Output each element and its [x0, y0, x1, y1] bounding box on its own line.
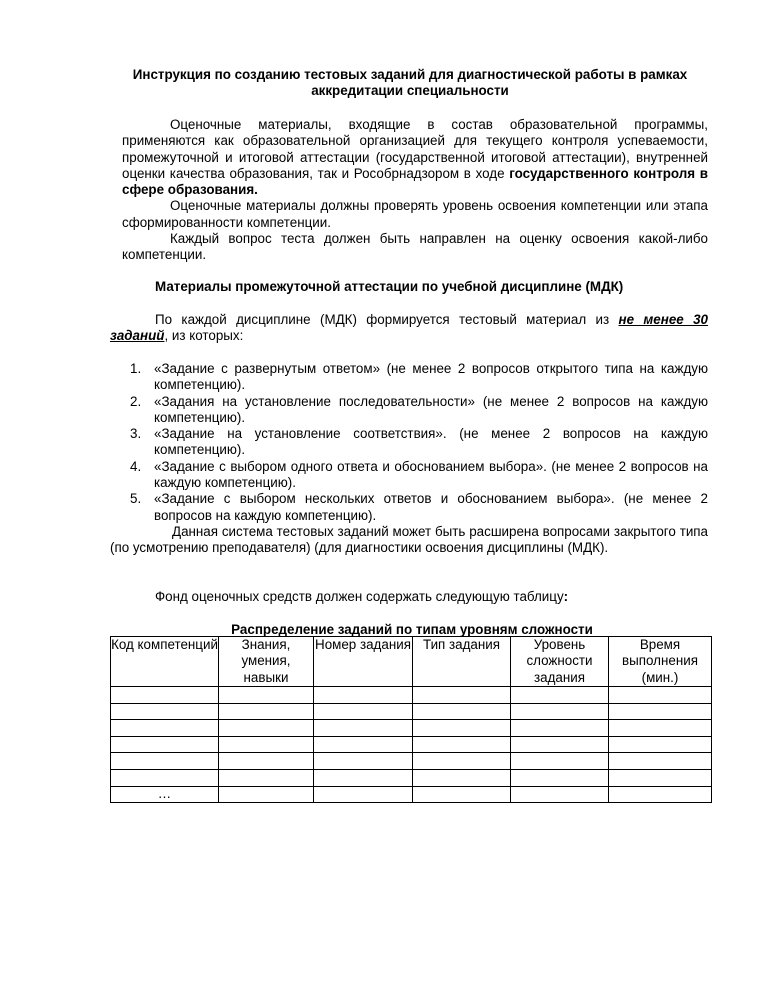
header-cell-competence-code: Код компетенций	[111, 637, 219, 687]
table-cell	[219, 736, 314, 753]
list-item	[130, 394, 708, 427]
fund-paragraph-text: Фонд оценочных средств должен содержать следующую таблицу	[155, 589, 564, 604]
intro-paragraph-1-text: Оценочные материалы, входящие в состав образовательной программы, применяются как образовательной организацией для текущего контроля успеваемости, промежуточной и итоговой аттестации (государственной итоговой аттестации), внутренней оценки качества образования, так и Рособрнадзором в ходе	[122, 117, 708, 181]
task-type-list	[130, 361, 708, 524]
section-heading: Материалы промежуточной аттестации по учебной дисциплине (МДК)	[155, 279, 624, 294]
table-cell	[609, 786, 712, 803]
table-cell	[511, 720, 609, 737]
table-row	[111, 687, 712, 704]
table-cell	[111, 769, 219, 786]
table-cell	[609, 753, 712, 770]
table-cell	[511, 736, 609, 753]
intro-section	[122, 117, 708, 264]
ellipsis-text: …	[157, 785, 172, 801]
list-item-text: «Задание с развернутым ответом» (не менее 2 вопросов открытого типа на каждую компетенцию).	[154, 361, 708, 393]
table-cell	[413, 786, 511, 803]
table-cell	[219, 687, 314, 704]
table-row-ellipsis	[111, 786, 712, 803]
difficulty-table	[110, 636, 712, 803]
table-cell	[609, 687, 712, 704]
count-emphasis: не менее 30 заданий	[110, 312, 708, 344]
table-cell	[413, 703, 511, 720]
table-cell	[314, 786, 413, 803]
document-title: Инструкция по созданию тестовых заданий для диагностической работы в рамках аккредитации специальности	[132, 67, 688, 99]
intro-paragraph-1-bold: государственного контроля в сфере образования.	[122, 165, 708, 198]
list-item	[130, 426, 708, 459]
table-cell	[609, 769, 712, 786]
table-cell	[219, 720, 314, 737]
intro-paragraph-2: Оценочные материалы должны проверять уровень освоения компетенции или этапа сформированности компетенции.	[122, 198, 708, 230]
table-cell	[111, 736, 219, 753]
list-item-number: 3.	[130, 426, 142, 442]
table-cell	[413, 736, 511, 753]
table-cell	[314, 736, 413, 753]
table-cell	[609, 736, 712, 753]
table-cell	[111, 786, 219, 803]
header-cell-completion-time: Время выполнения (мин.)	[609, 637, 712, 687]
list-item-number: 2.	[130, 393, 142, 409]
system-paragraph	[110, 524, 708, 557]
table-cell	[219, 703, 314, 720]
table-cell	[111, 703, 219, 720]
table-cell	[314, 703, 413, 720]
table-row	[111, 769, 712, 786]
table-cell	[314, 720, 413, 737]
list-item-text: «Задание с выбором нескольких ответов и обоснованием выбора». (не менее 2 вопросов на каждую компетенцию).	[154, 491, 708, 523]
list-item	[130, 491, 708, 524]
list-item-number: 5.	[130, 491, 142, 507]
header-cell-knowledge-skills: Знания, умения, навыки	[219, 637, 314, 687]
table-cell	[413, 769, 511, 786]
count-paragraph	[110, 312, 708, 345]
system-paragraph-text: Данная система тестовых заданий может быть расширена вопросами закрытого типа (по усмотрению преподавателя) (для диагностики освоения дисциплины (МДК).	[110, 524, 708, 556]
intro-paragraph-1	[122, 117, 708, 198]
list-item-number: 1.	[130, 361, 142, 376]
table-cell	[413, 687, 511, 704]
table-cell	[219, 753, 314, 770]
table-header-row	[111, 637, 712, 687]
table-row	[111, 736, 712, 753]
table-caption: Распределение заданий по типам уровням сложности	[231, 622, 593, 637]
table-row	[111, 753, 712, 770]
list-item-number: 4.	[130, 458, 142, 474]
list-item-text: «Задания на установление последовательности» (не менее 2 вопросов на каждую компетенцию).	[154, 393, 708, 425]
count-paragraph-text: По каждой дисциплине (МДК) формируется тестовый материал из	[155, 312, 619, 327]
header-cell-task-number: Номер задания	[314, 637, 413, 687]
table-row	[111, 720, 712, 737]
table-cell	[111, 753, 219, 770]
table-row	[111, 703, 712, 720]
fund-paragraph-colon: :	[563, 589, 569, 604]
table-cell	[511, 703, 609, 720]
table-cell	[111, 720, 219, 737]
count-paragraph-tail: , из которых:	[164, 328, 244, 344]
table-cell	[511, 769, 609, 786]
fund-paragraph	[155, 589, 568, 605]
list-item	[130, 361, 708, 394]
table-cell	[511, 786, 609, 803]
table-cell	[219, 769, 314, 786]
list-item	[130, 459, 708, 492]
header-cell-task-type: Тип задания	[413, 637, 511, 687]
table-cell	[511, 753, 609, 770]
table-cell	[609, 720, 712, 737]
table-cell	[314, 769, 413, 786]
header-cell-difficulty-level: Уровень сложности задания	[511, 637, 609, 687]
table-cell	[314, 687, 413, 704]
table-cell	[314, 753, 413, 770]
list-item-text: «Задание с выбором одного ответа и обоснованием выбора». (не менее 2 вопросов на каждую компетенцию).	[154, 458, 708, 491]
table-cell	[511, 687, 609, 704]
list-item-text: «Задание на установление соответствия». (не менее 2 вопросов на каждую компетенцию).	[154, 426, 708, 458]
intro-paragraph-3: Каждый вопрос теста должен быть направлен на оценку освоения какой-либо компетенции.	[122, 231, 708, 263]
table-cell	[413, 753, 511, 770]
table-cell	[609, 703, 712, 720]
table-cell	[111, 687, 219, 704]
table-cell	[413, 720, 511, 737]
table-cell	[219, 786, 314, 803]
